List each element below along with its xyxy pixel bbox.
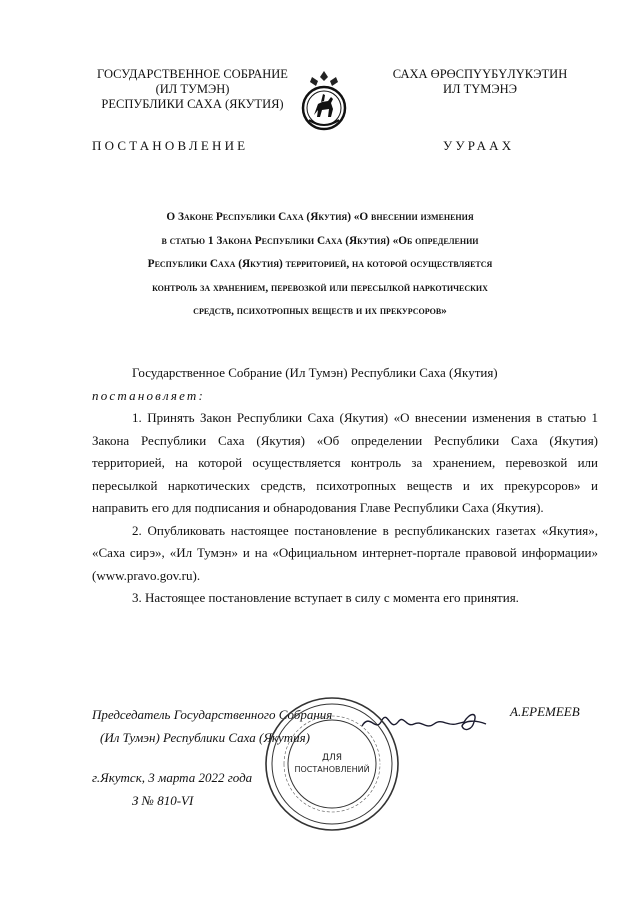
document-body: [92, 362, 598, 610]
clause-2: 2. Опубликовать настоящее постановление в республиканских газетах «Якутия», «Саха сирэ», «Ил Тумэн» и на «Официальном интернет-портале правовой информации» (www.pravo.gov.ru).: [92, 522, 598, 583]
document-title: [100, 206, 540, 324]
clause-1: 1. Принять Закон Республики Саха (Якутия) «О внесении изменения в статью 1 Закона Республики Саха (Якутия) «Об определении Республики Саха (Якутия) территорией, на которой осуществляется контроль за хранением, перевозкой или пересылкой наркотических средств, психотропных веществ и их прекурсоров» и направить его для подписания и обнародования Главе Республики Саха (Якутия).: [92, 410, 598, 515]
header-right-line: ИЛ ТҮМЭНЭ: [443, 82, 517, 96]
official-stamp: [262, 694, 402, 834]
header-left: [70, 67, 315, 112]
title-line: в статью 1 Закона Республики Саха (Якутия) «Об определении: [161, 234, 479, 247]
title-line: средств, психотропных веществ и их прекурсоров»: [193, 305, 447, 317]
header-right-line: САХА ӨРӨСПҮҮБҮЛҮКЭТИН: [392, 67, 568, 81]
title-line: О Законе Республики Саха (Якутия) «О внесении изменения: [166, 211, 474, 223]
decides: постановляет:: [92, 387, 206, 403]
document-number: З № 810-VI: [132, 792, 194, 808]
title-line: контроль за хранением, перевозкой или пересылкой наркотических: [152, 281, 488, 294]
header-left-line: (ИЛ ТУМЭН): [155, 82, 230, 96]
coat-of-arms-icon: [298, 68, 350, 134]
signatory-title-line: (Ил Тумэн) Республики Саха (Якутия): [100, 729, 310, 745]
signatory-name: А.ЕРЕМЕЕВ: [510, 704, 580, 719]
title-line: Республики Саха (Якутия) территорией, на которой осуществляется: [147, 258, 493, 270]
preamble: Государственное Собрание (Ил Тумэн) Республики Саха (Якутия): [132, 365, 498, 380]
doc-type-left: ПОСТАНОВЛЕНИЕ: [92, 138, 249, 153]
place-date-number: [92, 767, 252, 812]
clause-3: 3. Настоящее постановление вступает в силу с момента его принятия.: [132, 590, 519, 605]
stamp-center-line: ДЛЯ: [321, 753, 343, 763]
signatory-title-line: Председатель Государственного Собрания: [92, 707, 333, 722]
header-left-line: ГОСУДАРСТВЕННОЕ СОБРАНИЕ: [97, 67, 288, 81]
doc-type-right: УУРААХ: [443, 138, 515, 153]
header-right: [375, 67, 585, 97]
header-left-line: РЕСПУБЛИКИ САХА (ЯКУТИЯ): [101, 97, 284, 111]
stamp-center-line: ПОСТАНОВЛЕНИЙ: [294, 765, 370, 774]
place-date: г.Якутск, 3 марта 2022 года: [92, 770, 253, 785]
